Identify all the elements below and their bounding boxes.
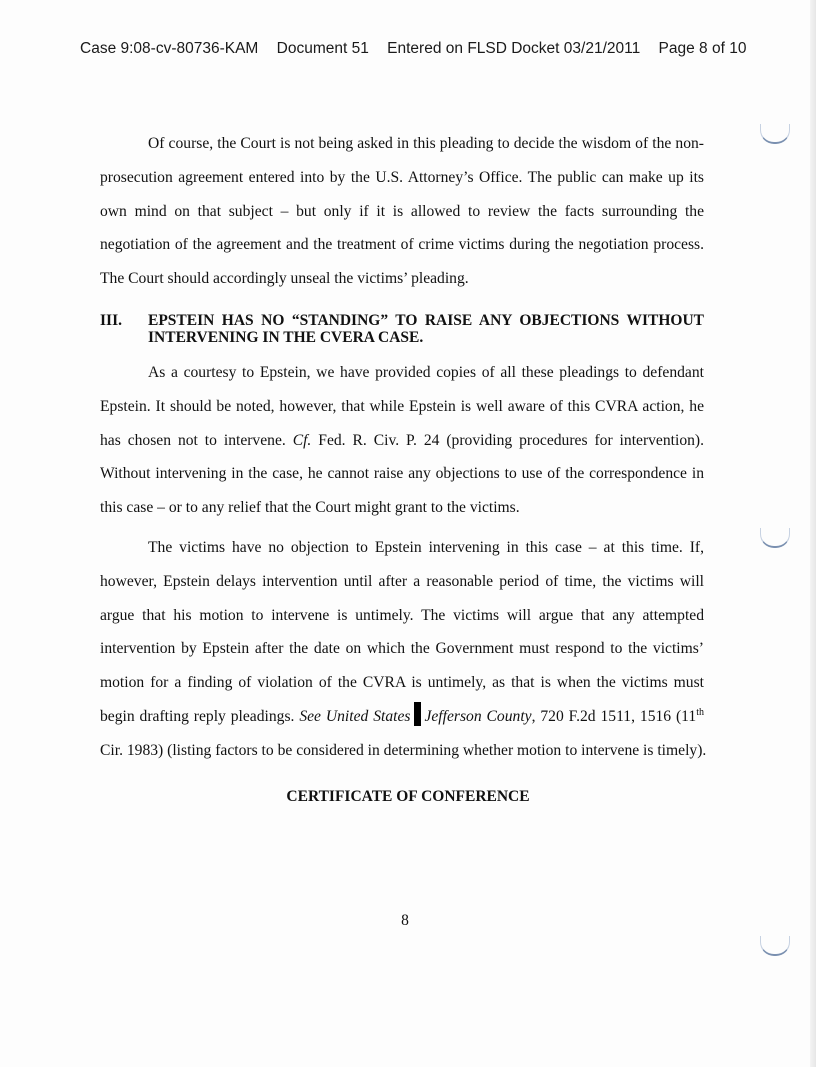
case-citation: See United States bbox=[299, 707, 411, 725]
paragraph-unseal bbox=[100, 127, 704, 296]
redaction-mark bbox=[414, 702, 421, 726]
binder-hole-mark bbox=[760, 528, 790, 548]
text-run: Fed. R. Civ. P. 24 (providing procedures for intervention). bbox=[311, 431, 705, 449]
text-line: Epstein. It should be noted, however, that while Epstein is well aware of this CVRA action, he bbox=[100, 397, 704, 415]
text-run: begin drafting reply pleadings. bbox=[100, 707, 300, 725]
text-line bbox=[100, 424, 704, 458]
text-line: The victims have no objection to Epstein intervening in this case – at this time. If, bbox=[148, 539, 704, 556]
paragraph-standing bbox=[100, 356, 704, 525]
text-run: , 720 F.2d 1511, 1516 (11 bbox=[531, 707, 697, 725]
text-line: however, Epstein delays intervention until after a reasonable period of time, the victims will bbox=[100, 572, 704, 590]
text-line: negotiation of the agreement and the treatment of crime victims during the negotiation process. bbox=[100, 236, 704, 254]
section-title-line2: INTERVENING IN THE CVERA CASE. bbox=[148, 329, 424, 346]
text-line: Without intervening in the case, he cannot raise any objections to use of the correspondence in bbox=[100, 465, 704, 483]
page-edge bbox=[810, 0, 816, 1067]
text-line: Of course, the Court is not being asked in this pleading to decide the wisdom of the non- bbox=[148, 135, 704, 152]
text-line bbox=[100, 700, 704, 734]
text-line: intervention by Epstein after the date on which the Government must respond to the victims’ bbox=[100, 640, 704, 658]
section-number: III. bbox=[100, 312, 122, 329]
text-line: this case – or to any relief that the Court might grant to the victims. bbox=[100, 499, 520, 517]
page-count: Page 8 of 10 bbox=[658, 40, 747, 57]
text-line: Cir. 1983) (listing factors to be considered in determining whether motion to intervene is timely). bbox=[100, 741, 707, 759]
case-number: Case 9:08-cv-80736-KAM bbox=[80, 40, 259, 57]
certificate-heading: CERTIFICATE OF CONFERENCE bbox=[286, 788, 530, 805]
binder-hole-mark bbox=[760, 936, 790, 956]
text-line: own mind on that subject – but only if it is allowed to review the facts surrounding the bbox=[100, 202, 704, 220]
binder-hole-mark bbox=[760, 124, 790, 144]
case-citation-party: Jefferson County bbox=[424, 707, 532, 725]
text-line: As a courtesy to Epstein, we have provided copies of all these pleadings to defendant bbox=[148, 364, 704, 381]
text-run: has chosen not to intervene. bbox=[100, 431, 293, 449]
text-line: The Court should accordingly unseal the victims’ pleading. bbox=[100, 270, 469, 288]
document-number: Document 51 bbox=[276, 40, 369, 57]
text-line: prosecution agreement entered into by the U.S. Attorney’s Office. The public can make up its bbox=[100, 168, 704, 186]
page-number: 8 bbox=[401, 912, 409, 929]
citation-signal: Cf. bbox=[292, 431, 312, 449]
text-line: argue that his motion to intervene is untimely. The victims will argue that any attempted bbox=[100, 606, 704, 624]
paragraph-objection bbox=[100, 531, 707, 768]
docket-header bbox=[80, 40, 760, 58]
docket-entry: Entered on FLSD Docket 03/21/2011 bbox=[387, 40, 641, 57]
ordinal-suffix: th bbox=[696, 706, 704, 718]
text-line: motion for a finding of violation of the CVRA is untimely, as that is when the victims must bbox=[100, 674, 704, 692]
section-title-line1: EPSTEIN HAS NO “STANDING” TO RAISE ANY OBJECTIONS WITHOUT bbox=[148, 312, 704, 329]
